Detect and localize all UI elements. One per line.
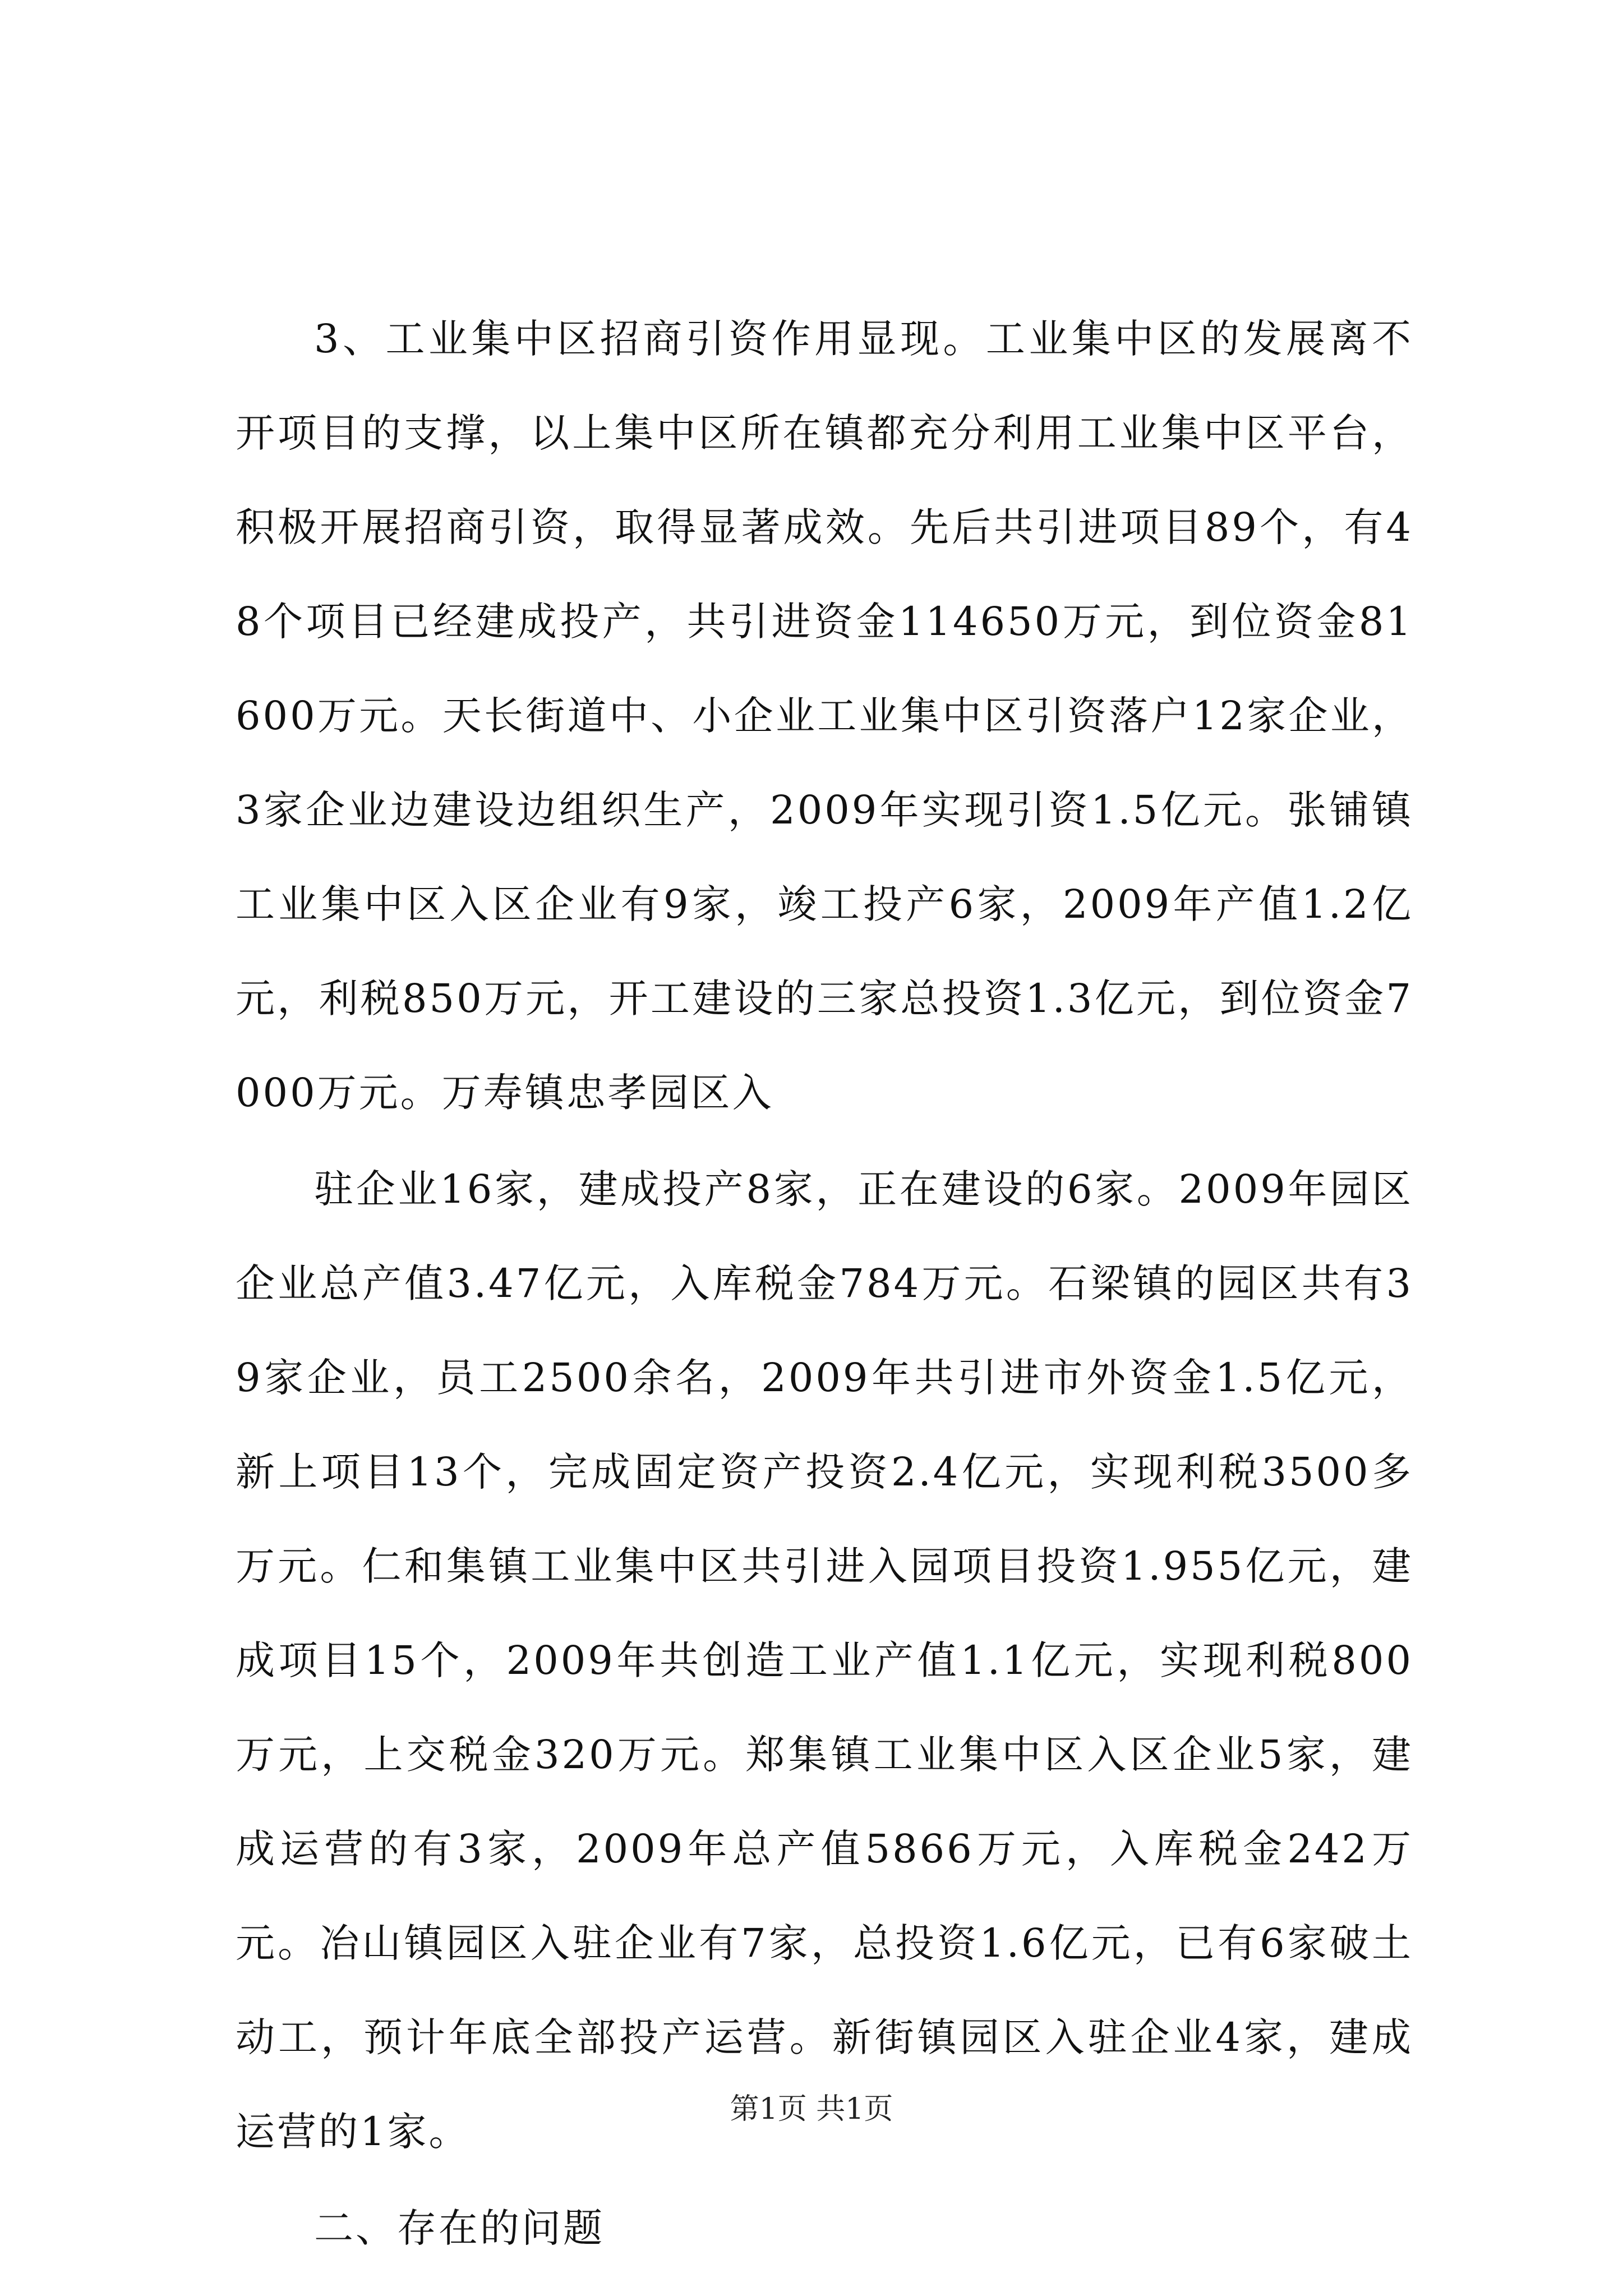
page-footer: 第1页 共1页 (730, 2092, 893, 2126)
paragraph-industrial-investment: 3、工业集中区招商引资作用显现。工业集中区的发展离不开项目的支撑，以上集中区所在镇都充分利用工业集中区平台，积极开展招商引资，取得显著成效。先后共引进项目89个，有48个项目已经建成投产，共引进资金114650万元，到位资金81600万元。天长街道中、小企业工业集中区引资落户12家企业，3家企业边建设边组织生产，2009年实现引资1.5亿元。张铺镇工业集中区入区企业有9家，竣工投产6家，2009年产值1.2亿元，利税850万元，开工建设的三家总投资1.3亿元，到位资金7000万元。万寿镇忠孝园区入 (236, 316, 1413, 1116)
document-body (236, 292, 1413, 2275)
section-heading-problems: 二、存在的问题 (314, 2205, 605, 2251)
paragraph-park-enterprises: 驻企业16家，建成投产8家，正在建设的6家。2009年园区企业总产值3.47亿元，入库税金784万元。石梁镇的园区共有39家企业，员工2500余名，2009年共引进市外资金1.5亿元，新上项目13个，完成固定资产投资2.4亿元，实现利税3500多万元。仁和集镇工业集中区共引进入园项目投资1.955亿元，建成项目15个，2009年共创造工业产值1.1亿元，实现利税800万元，上交税金320万元。郑集镇工业集中区入区企业5家，建成运营的有3家，2009年总产值5866万元，入库税金242万元。冶山镇园区入驻企业有7家，总投资1.6亿元，已有6家破土动工，预计年底全部投产运营。新街镇园区入驻企业4家，建成运营的1家。 (236, 1166, 1413, 2155)
